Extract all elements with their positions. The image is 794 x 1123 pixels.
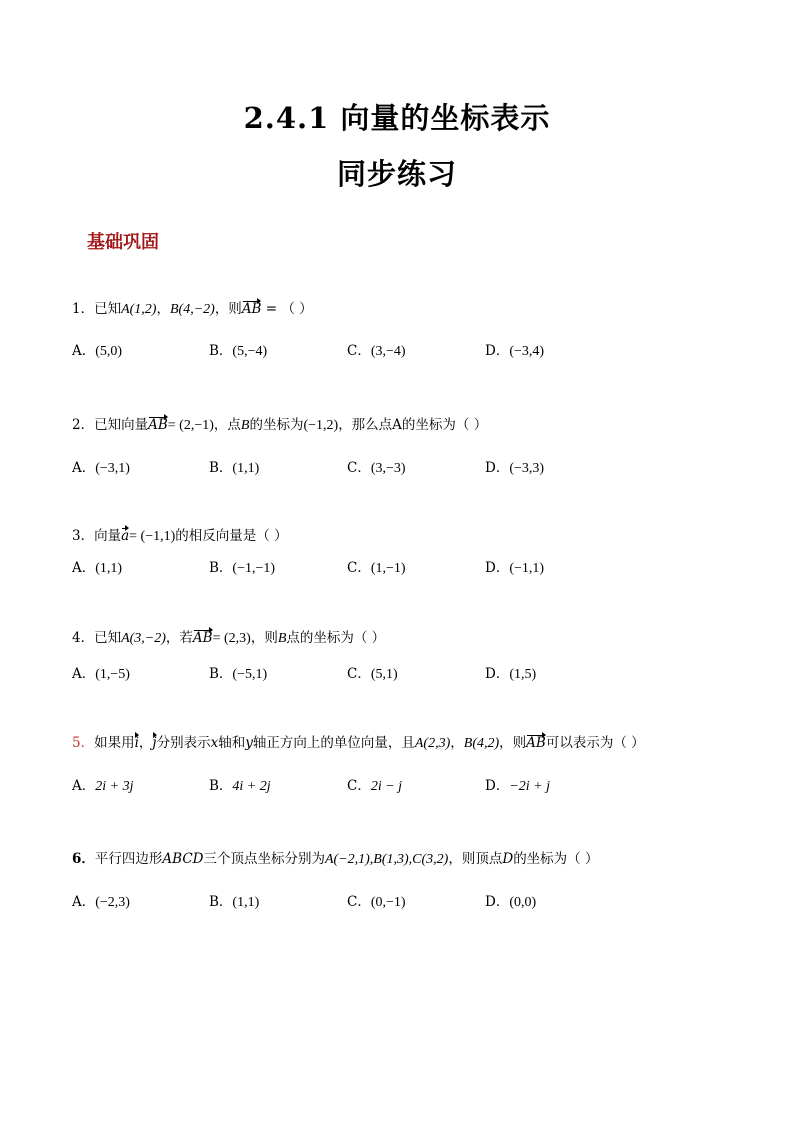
option-value: 2i − j	[370, 779, 403, 794]
option-b[interactable]	[209, 456, 259, 477]
option-value: (1,−1)	[370, 561, 406, 576]
option-value: (5,0)	[95, 344, 123, 359]
math-point-a: A(2,3)	[414, 736, 451, 751]
option-d[interactable]	[485, 774, 550, 795]
option-c[interactable]	[347, 662, 398, 683]
option-d[interactable]	[485, 456, 544, 477]
option-label: C．	[347, 343, 371, 359]
option-label: C．	[347, 560, 371, 576]
option-d[interactable]	[485, 556, 544, 577]
question-text: 轴正方向上的单位向量，且	[252, 735, 415, 751]
option-value: (−3,3)	[509, 461, 545, 476]
option-c[interactable]	[347, 890, 406, 911]
question-text: ，若	[165, 630, 193, 646]
option-label: A．	[72, 560, 96, 576]
question-text: 向量	[94, 528, 122, 544]
question-text: 分别表示	[156, 735, 211, 751]
question-number: 2．	[72, 417, 95, 433]
option-value: (−1,1)	[509, 561, 545, 576]
option-label: A．	[72, 460, 96, 476]
vector-a: a	[121, 528, 130, 544]
option-label: D．	[485, 343, 510, 359]
option-d[interactable]	[485, 662, 536, 683]
question-text: 点的坐标为（ ）	[286, 630, 386, 646]
question-text: 已知向量	[94, 417, 149, 433]
question-text: 的坐标为	[249, 417, 304, 433]
option-value: (1,1)	[232, 461, 260, 476]
option-label: C．	[347, 894, 371, 910]
question-5	[72, 731, 645, 752]
option-value: (0,0)	[509, 895, 537, 910]
question-text: ，则	[499, 735, 527, 751]
option-label: B．	[209, 343, 233, 359]
math-points: A(−2,1),B(1,3),C(3,2)	[324, 852, 449, 867]
option-label: C．	[347, 778, 371, 794]
option-c[interactable]	[347, 456, 406, 477]
question-number: 5．	[72, 735, 95, 751]
question-text: ，则	[214, 301, 242, 317]
option-label: A．	[72, 778, 96, 794]
option-value: 4i + 2j	[232, 779, 271, 794]
question-text: 的相反向量是（ ）	[175, 528, 288, 544]
math-value: = (2,−1)	[167, 418, 214, 433]
math-point: B	[277, 631, 287, 646]
question-6	[72, 847, 598, 868]
option-a[interactable]	[72, 339, 122, 360]
question-2	[72, 413, 487, 434]
math-point-d: D	[502, 851, 514, 867]
question-1	[72, 297, 313, 318]
question-text: ，	[138, 735, 153, 751]
option-value: (5,1)	[370, 667, 398, 682]
option-value: (1,1)	[95, 561, 123, 576]
option-value: (5,−4)	[232, 344, 268, 359]
math-y: y	[245, 735, 253, 751]
option-value: (1,5)	[509, 667, 537, 682]
question-number: 4．	[72, 630, 95, 646]
question-text: 已知	[94, 630, 122, 646]
option-label: D．	[485, 894, 510, 910]
math-point-a: A(3,−2)	[121, 631, 166, 646]
option-c[interactable]	[347, 339, 406, 360]
math-value: = (−1,1)	[129, 529, 176, 544]
math-value: = (2,3)	[212, 631, 251, 646]
option-label: B．	[209, 666, 233, 682]
option-label: D．	[485, 460, 510, 476]
option-c[interactable]	[347, 556, 406, 577]
question-number: 3．	[72, 528, 95, 544]
option-value: (−1,−1)	[232, 561, 276, 576]
section-heading: 基础巩固	[87, 232, 159, 253]
vector-i: i	[134, 735, 139, 751]
option-label: B．	[209, 460, 233, 476]
math-abcd: ABCD	[162, 851, 204, 867]
math-point: B	[240, 418, 250, 433]
page-title: 2.4.1 向量的坐标表示	[243, 101, 551, 135]
option-a[interactable]	[72, 456, 130, 477]
option-value: −2i + j	[509, 779, 551, 794]
question-text: 已知	[94, 301, 122, 317]
question-text: 可以表示为（ ）	[545, 735, 645, 751]
option-d[interactable]	[485, 890, 536, 911]
question-text: ，则顶点	[448, 851, 503, 867]
option-a[interactable]	[72, 774, 133, 795]
question-text: 三个顶点坐标分别为	[203, 851, 325, 867]
option-value: (−3,4)	[509, 344, 545, 359]
vector-ab: AB	[241, 301, 262, 317]
question-text: 轴和	[218, 735, 246, 751]
math-point-a: A(1,2)	[121, 302, 157, 317]
option-a[interactable]	[72, 556, 122, 577]
option-b[interactable]	[209, 774, 271, 795]
option-label: B．	[209, 894, 233, 910]
option-b[interactable]	[209, 890, 259, 911]
option-label: C．	[347, 460, 371, 476]
option-value: (1,−5)	[95, 667, 130, 682]
question-number: 6．	[72, 851, 95, 867]
question-text: 的坐标为（ ）	[513, 851, 599, 867]
question-number: 1．	[72, 301, 95, 317]
math-point-b: B(4,−2)	[169, 302, 215, 317]
option-value: (−2,3)	[95, 895, 130, 910]
option-value: (3,−4)	[370, 344, 406, 359]
option-label: C．	[347, 666, 371, 682]
question-text: = （ ）	[261, 301, 313, 317]
option-b[interactable]	[209, 662, 267, 683]
option-value: (−3,1)	[95, 461, 130, 476]
option-label: D．	[485, 778, 510, 794]
option-label: B．	[209, 560, 233, 576]
question-4	[72, 626, 385, 647]
question-text: 如果用	[94, 735, 135, 751]
option-b[interactable]	[209, 556, 275, 577]
vector-j: j	[152, 735, 157, 751]
vector-ab: AB	[148, 417, 168, 433]
page-subtitle: 同步练习	[336, 157, 457, 191]
option-value: (3,−3)	[370, 461, 406, 476]
option-value: (1,1)	[232, 895, 260, 910]
option-c[interactable]	[347, 774, 402, 795]
option-b[interactable]	[209, 339, 267, 360]
option-value: (0,−1)	[370, 895, 406, 910]
question-text: ，那么点A的坐标为（ ）	[338, 417, 488, 433]
math-value: (−1,2)	[303, 418, 339, 433]
option-label: B．	[209, 778, 233, 794]
option-label: D．	[485, 666, 510, 682]
question-text: 平行四边形	[94, 851, 163, 867]
question-3	[72, 524, 288, 545]
option-label: A．	[72, 666, 96, 682]
option-value: 2i + 3j	[95, 779, 134, 794]
vector-ab: AB	[192, 630, 213, 646]
option-label: A．	[72, 894, 96, 910]
question-text: ，	[156, 301, 170, 317]
option-a[interactable]	[72, 890, 130, 911]
option-a[interactable]	[72, 662, 130, 683]
option-label: A．	[72, 343, 96, 359]
question-text: ，	[450, 735, 464, 751]
question-text: ，点	[213, 417, 241, 433]
vector-ab: AB	[526, 735, 546, 751]
math-x: x	[210, 735, 219, 751]
option-value: (−5,1)	[232, 667, 268, 682]
math-point-b: B(4,2)	[463, 736, 500, 751]
option-d[interactable]	[485, 339, 544, 360]
option-label: D．	[485, 560, 510, 576]
question-text: ，则	[250, 630, 278, 646]
